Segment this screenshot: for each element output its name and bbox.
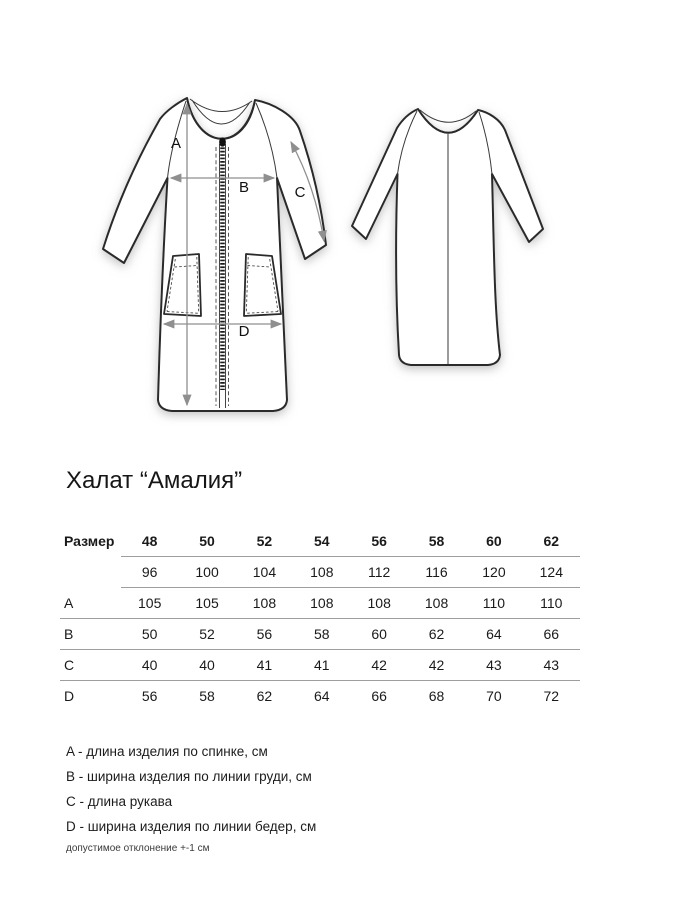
measurement-cell: 108 [293, 588, 350, 619]
garment-back-view [352, 109, 543, 365]
measurement-cell: 52 [178, 619, 235, 650]
measurement-cell: 124 [523, 557, 580, 588]
measurement-cell: 43 [523, 650, 580, 681]
measurement-cell: 108 [351, 588, 408, 619]
measure-label-b: B [238, 179, 250, 196]
table-row [60, 650, 580, 681]
measurement-cell: 62 [408, 619, 465, 650]
measurement-cell: 56 [141, 688, 158, 704]
size-table-corner-label: Размер [64, 533, 115, 550]
size-column-header: 54 [293, 526, 350, 557]
garment-front-view [103, 98, 326, 411]
legend-item: D - ширина изделия по линии бедер, см [66, 819, 317, 834]
measure-label-a: A [170, 135, 182, 152]
measurement-cell: 60 [351, 619, 408, 650]
measurement-cell: 110 [465, 588, 522, 619]
zipper-slider [219, 137, 226, 146]
measurement-cell: 66 [523, 619, 580, 650]
measurement-cell: 58 [293, 619, 350, 650]
table-row [60, 619, 580, 650]
size-column-header: 48 [121, 526, 178, 557]
tolerance-note: допустимое отклонение +-1 см [66, 843, 210, 854]
measurement-cell: 108 [236, 588, 293, 619]
row-label: A [60, 588, 121, 619]
front-neckband-curves [190, 99, 252, 124]
back-neck-opening [420, 110, 476, 122]
legend-item: C - длина рукава [66, 794, 173, 809]
measurement-cell: 42 [408, 650, 465, 681]
measurement-cell: 104 [236, 557, 293, 588]
legend-item: B - ширина изделия по линии груди, см [66, 769, 312, 784]
measurement-cell: 68 [428, 688, 445, 704]
measurement-cell: 41 [236, 650, 293, 681]
measurement-cell: 43 [465, 650, 522, 681]
size-column-header: 62 [523, 526, 580, 557]
measurement-cell: 62 [256, 688, 273, 704]
measurement-cell: 72 [543, 688, 560, 704]
size-table-wrap [60, 526, 580, 711]
measure-label-c: C [294, 184, 306, 201]
measurement-cell: 96 [121, 557, 178, 588]
measurement-cell: 64 [314, 688, 330, 704]
size-column-header: 50 [178, 526, 235, 557]
size-table [60, 526, 580, 711]
measurement-cell: 105 [178, 588, 235, 619]
table-row [60, 681, 580, 712]
measure-label-d: D [238, 323, 250, 340]
measurement-cell: 108 [408, 588, 465, 619]
table-row [60, 588, 580, 619]
measurement-cell: 42 [351, 650, 408, 681]
measurement-cell: 112 [351, 557, 408, 588]
page-title: Халат “Амалия” [66, 467, 243, 494]
measurement-cell: 70 [486, 688, 502, 704]
measurement-cell: 100 [178, 557, 235, 588]
measurement-cell: 105 [121, 588, 178, 619]
measurement-cell: 64 [465, 619, 522, 650]
measurement-cell: 120 [465, 557, 522, 588]
measurement-cell: 66 [371, 688, 387, 704]
size-table-header-row [60, 526, 580, 557]
measurement-cell: 40 [121, 650, 178, 681]
measurement-legend [66, 739, 316, 839]
measurement-cell: 56 [236, 619, 293, 650]
measurement-cell: 40 [178, 650, 235, 681]
row-label: D [64, 688, 75, 704]
size-column-header: 52 [236, 526, 293, 557]
measurement-cell: 58 [199, 688, 215, 704]
measurement-cell: 50 [121, 619, 178, 650]
size-column-header: 58 [408, 526, 465, 557]
size-column-header: 60 [465, 526, 522, 557]
legend-item: A - длина изделия по спинке, см [66, 744, 268, 759]
measurement-cell: 116 [408, 557, 465, 588]
row-label: C [60, 650, 121, 681]
size-column-header: 56 [351, 526, 408, 557]
measurement-cell: 108 [293, 557, 350, 588]
row-label: B [60, 619, 121, 650]
measurement-cell: 110 [523, 588, 580, 619]
row-label [60, 557, 121, 588]
table-row [60, 557, 580, 588]
measurement-cell: 41 [293, 650, 350, 681]
